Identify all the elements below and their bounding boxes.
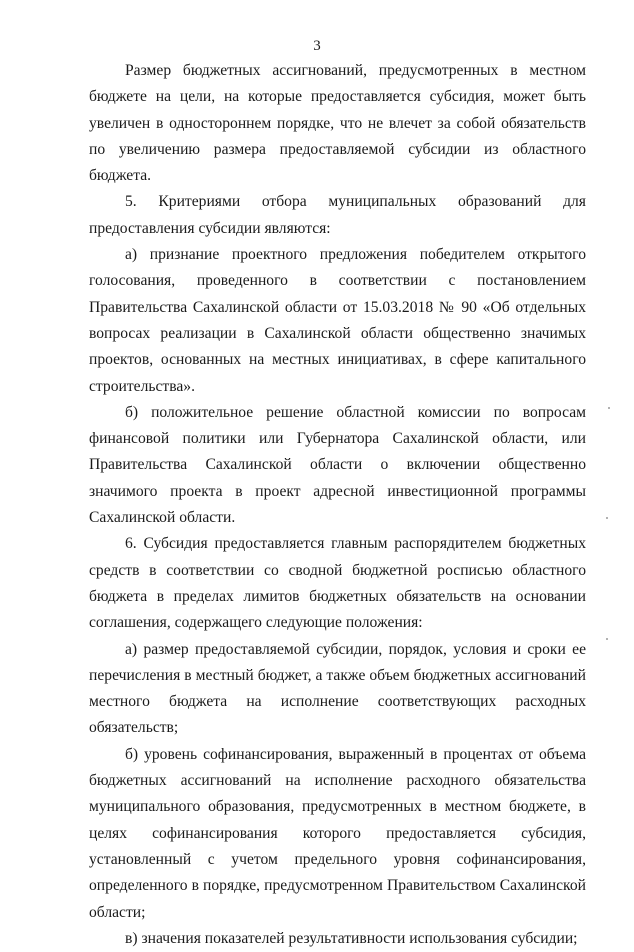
paragraph-selection-criteria: 5. Критериями отбора муниципальных образований для предоставления субсидии являются: [89,193,586,237]
document-body [89,58,586,952]
paragraph-subsidy-provision: 6. Субсидия предоставляется главным распорядителем бюджетных средств в соответствии со сводной бюджетной росписью областного бюджета в пределах лимитов бюджетных обязательств на основании соглашения, содержащего следующие положения: [89,535,586,632]
paragraph-clause-v: в) значения показателей результативности использования субсидии; [125,929,578,947]
paragraph-criterion-a: а) признание проектного предложения победителем открытого голосования, проведенного в соответствии с постановлением Правительства Сахалинской области от 15.03.2018 № 90 «Об отдельных вопросах реализации в Сахалинской области общественно значимых проектов, основанных на местных инициативах, в сфере капитального строительства». [89,246,586,395]
scan-speck [606,517,608,519]
paragraph-criterion-b: б) положительное решение областной комиссии по вопросам финансовой политики или Губернатора Сахалинской области, или Правительства Сахалинской области о включении общественно значимого проекта в проект адресной инвестиционной программы Сахалинской области. [89,403,586,527]
paragraph-clause-b: б) уровень софинансирования, выраженный в процентах от объема бюджетных ассигнований на исполнение расходного обязательства муниципального образования, предусмотренных в местном бюджете, в целях софинансирования которого предоставляется субсидия, установленный с учетом предельного уровня софинансирования, определенного в порядке, предусмотренном Правительством Сахалинской области; [89,745,586,921]
page-number: 3 [313,38,321,54]
scan-speck [608,407,610,409]
paragraph-budget-increase: Размер бюджетных ассигнований, предусмотренных в местном бюджете на цели, на которые предоставляется субсидия, может быть увеличен в одностороннем порядке, что не влечет за собой обязательств по увеличению размера предоставляемой субсидии из областного бюджета. [89,62,586,185]
paragraph-clause-a: а) размер предоставляемой субсидии, порядок, условия и сроки ее перечисления в местный бюджет, а также объем бюджетных ассигнований местного бюджета на исполнение соответствующих расходных обязательств; [89,640,586,737]
scan-speck [606,638,608,640]
